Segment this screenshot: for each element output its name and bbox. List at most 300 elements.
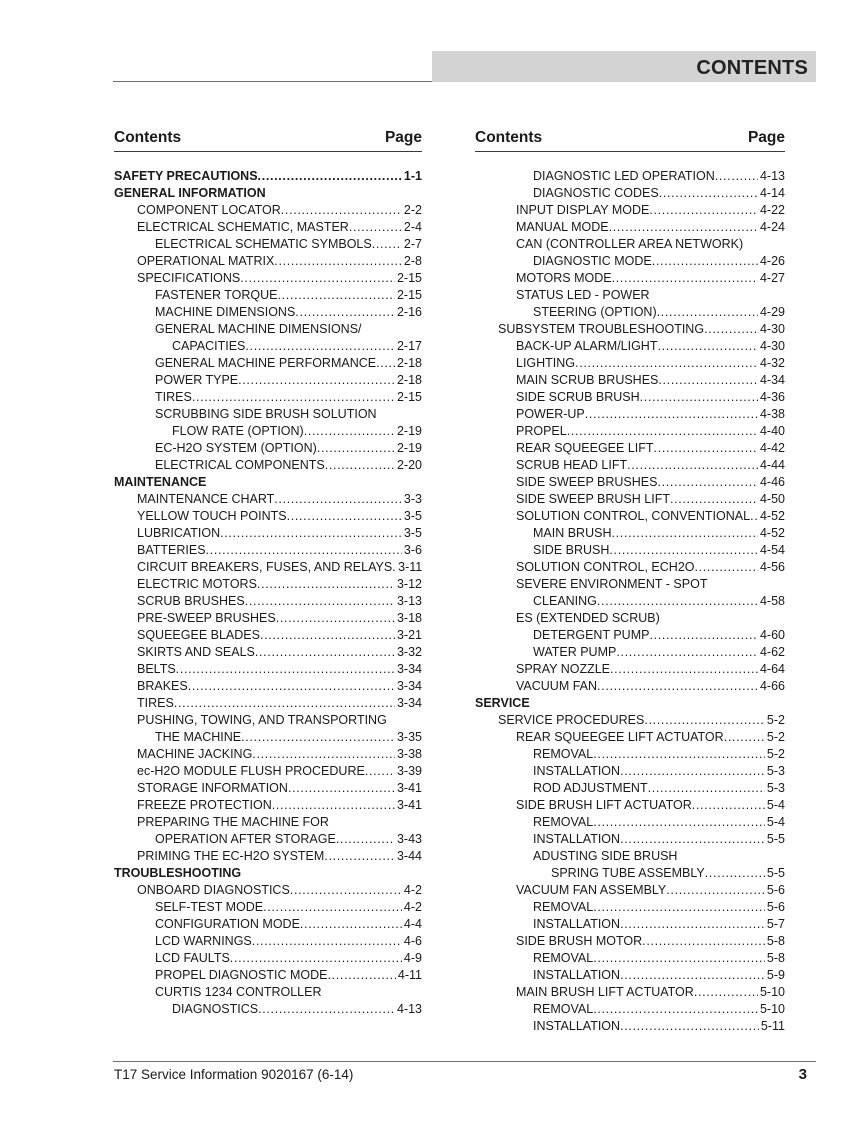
toc-entry bbox=[475, 1018, 785, 1035]
toc-entry bbox=[475, 882, 785, 899]
toc-dot-leader bbox=[666, 882, 765, 899]
toc-entry-title: LUBRICATION bbox=[137, 526, 221, 540]
toc-entry-page: 2-18 bbox=[396, 356, 422, 370]
toc-entry-page: 3-5 bbox=[403, 509, 422, 523]
toc-entry-title: INPUT DISPLAY MODE bbox=[516, 203, 650, 217]
toc-entry bbox=[114, 916, 422, 933]
toc-entry-title: MANUAL MODE bbox=[516, 220, 609, 234]
toc-entry-page: 4-4 bbox=[403, 917, 422, 931]
toc-dot-leader bbox=[192, 389, 395, 406]
toc-dot-leader bbox=[620, 831, 765, 848]
toc-entry-page: 3-5 bbox=[403, 526, 422, 540]
toc-entry-title: BRAKES bbox=[137, 679, 188, 693]
toc-entry-title: DIAGNOSTIC MODE bbox=[533, 254, 652, 268]
toc-dot-leader bbox=[188, 678, 395, 695]
toc-entry-title: SCRUB BRUSHES bbox=[137, 594, 245, 608]
toc-dot-leader bbox=[327, 967, 395, 984]
toc-entry-title: SPRAY NOZZLE bbox=[516, 662, 611, 676]
toc-entry-page: 5-8 bbox=[766, 951, 785, 965]
toc-entry bbox=[114, 848, 422, 865]
toc-entry-title: SIDE BRUSH MOTOR bbox=[516, 934, 643, 948]
toc-dot-leader bbox=[611, 525, 757, 542]
toc-entry-title: PRE-SWEEP BRUSHES bbox=[137, 611, 276, 625]
toc-entry-page: 4-58 bbox=[759, 594, 785, 608]
toc-entry bbox=[475, 168, 785, 185]
toc-entry-page: 3-12 bbox=[396, 577, 422, 591]
toc-dot-leader bbox=[620, 1018, 759, 1035]
toc-entry-page: 3-41 bbox=[396, 798, 422, 812]
toc-entry bbox=[114, 831, 422, 848]
toc-entry-title: STORAGE INFORMATION bbox=[137, 781, 288, 795]
footer-document-info: T17 Service Information 9020167 (6-14) bbox=[114, 1067, 354, 1082]
toc-dot-leader bbox=[260, 627, 395, 644]
header-bar bbox=[432, 51, 816, 82]
toc-entry-page: 4-54 bbox=[759, 543, 785, 557]
toc-entry bbox=[475, 746, 785, 763]
toc-dot-leader bbox=[276, 610, 395, 627]
toc-entry-title: VACUUM FAN ASSEMBLY bbox=[516, 883, 667, 897]
toc-entry bbox=[114, 610, 422, 627]
toc-entry-title: BELTS bbox=[137, 662, 176, 676]
toc-entry-title: REMOVAL bbox=[533, 747, 594, 761]
toc-entry-page: 5-4 bbox=[766, 815, 785, 829]
toc-entry bbox=[114, 661, 422, 678]
toc-dot-leader bbox=[695, 559, 758, 576]
toc-dot-leader bbox=[230, 950, 402, 967]
column-heading bbox=[114, 128, 422, 147]
toc-entry-page: 2-17 bbox=[396, 339, 422, 353]
toc-dot-leader bbox=[176, 661, 395, 678]
toc-entry bbox=[114, 372, 422, 389]
toc-entry bbox=[114, 440, 422, 457]
toc-dot-leader bbox=[657, 474, 757, 491]
toc-entry-title: BATTERIES bbox=[137, 543, 206, 557]
toc-entry bbox=[114, 882, 422, 899]
toc-entry-title: ADUSTING SIDE BRUSH bbox=[533, 849, 678, 863]
column-heading-page: Page bbox=[747, 129, 785, 146]
toc-entry bbox=[114, 899, 422, 916]
toc-dot-leader bbox=[612, 270, 758, 287]
toc-entry bbox=[114, 763, 422, 780]
toc-dot-leader bbox=[649, 627, 758, 644]
toc-entry-page: 5-3 bbox=[766, 764, 785, 778]
toc-entry-page: 4-34 bbox=[759, 373, 785, 387]
toc-entry-page: 2-2 bbox=[403, 203, 422, 217]
toc-entry-page: 5-6 bbox=[766, 883, 785, 897]
toc-dot-leader bbox=[324, 848, 395, 865]
toc-entry-page: 4-29 bbox=[759, 305, 785, 319]
toc-entry-title: REMOVAL bbox=[533, 900, 594, 914]
toc-section-heading bbox=[475, 610, 785, 627]
toc-dot-leader bbox=[670, 491, 758, 508]
toc-dot-leader bbox=[640, 389, 758, 406]
toc-entry-page: 3-18 bbox=[396, 611, 422, 625]
toc-dot-leader bbox=[317, 440, 395, 457]
toc-entry-page: 4-56 bbox=[759, 560, 785, 574]
toc-entry bbox=[114, 508, 422, 525]
toc-entry bbox=[475, 797, 785, 814]
toc-entry bbox=[475, 984, 785, 1001]
toc-dot-leader bbox=[654, 440, 758, 457]
toc-dot-leader bbox=[609, 542, 758, 559]
toc-entry-page: 4-13 bbox=[396, 1002, 422, 1016]
toc-entry-page: 3-6 bbox=[403, 543, 422, 557]
toc-entry-title: CLEANING bbox=[533, 594, 597, 608]
toc-dot-leader bbox=[609, 219, 758, 236]
toc-entry bbox=[114, 389, 422, 406]
toc-entry bbox=[114, 644, 422, 661]
toc-entry-title: MAIN SCRUB BRUSHES bbox=[516, 373, 659, 387]
toc-dot-leader bbox=[642, 933, 765, 950]
toc-entry bbox=[114, 1001, 422, 1018]
toc-entry-page: 4-2 bbox=[403, 883, 422, 897]
toc-entry-title: SIDE SWEEP BRUSHES bbox=[516, 475, 658, 489]
toc-entry-title: INSTALLATION bbox=[533, 1019, 621, 1033]
toc-entry-title: ROD ADJUSTMENT bbox=[533, 781, 648, 795]
toc-dot-leader bbox=[258, 168, 402, 185]
toc-entry-title: MACHINE JACKING bbox=[137, 747, 253, 761]
toc-entry bbox=[475, 678, 785, 695]
toc-entry-title: TIRES bbox=[155, 390, 192, 404]
column-heading-rule bbox=[114, 151, 422, 152]
toc-dot-leader bbox=[349, 219, 402, 236]
toc-dot-leader bbox=[658, 372, 758, 389]
toc-entry-title: SOLUTION CONTROL, ECH2O bbox=[516, 560, 695, 574]
toc-entry-page: 2-18 bbox=[396, 373, 422, 387]
toc-entry-title: ELECTRICAL SCHEMATIC, MASTER bbox=[137, 220, 349, 234]
toc-entry bbox=[475, 831, 785, 848]
toc-dot-leader bbox=[575, 355, 758, 372]
toc-entry-title: LIGHTING bbox=[516, 356, 576, 370]
toc-entry-title: MAIN BRUSH LIFT ACTUATOR bbox=[516, 985, 694, 999]
toc-dot-leader bbox=[220, 525, 402, 542]
toc-entry bbox=[114, 678, 422, 695]
toc-entry-title: SIDE SWEEP BRUSH LIFT bbox=[516, 492, 670, 506]
toc-entry bbox=[114, 355, 422, 372]
toc-entry-page: 4-6 bbox=[403, 934, 422, 948]
toc-entry-title: ELECTRICAL COMPONENTS bbox=[155, 458, 325, 472]
toc-entry-page: 3-35 bbox=[396, 730, 422, 744]
toc-entry-title: SAFETY PRECAUTIONS bbox=[114, 169, 258, 183]
toc-entry-page: 5-11 bbox=[760, 1019, 785, 1033]
column-heading-rule bbox=[475, 151, 785, 152]
toc-entry bbox=[475, 933, 785, 950]
toc-entry-title: INSTALLATION bbox=[533, 917, 621, 931]
toc-entry-page: 4-64 bbox=[759, 662, 785, 676]
toc-entry-title: OPERATIONAL MATRIX bbox=[137, 254, 275, 268]
footer-rule bbox=[113, 1061, 816, 1062]
toc-dot-leader bbox=[300, 916, 402, 933]
toc-entry-page: 4-24 bbox=[759, 220, 785, 234]
toc-entry bbox=[475, 321, 785, 338]
toc-entry-page: 2-19 bbox=[396, 441, 422, 455]
toc-entry-page: 3-32 bbox=[396, 645, 422, 659]
column-heading-contents: Contents bbox=[114, 129, 182, 146]
toc-entry-title: ELECTRIC MOTORS bbox=[137, 577, 257, 591]
toc-entry bbox=[475, 270, 785, 287]
toc-entry-page: 3-43 bbox=[396, 832, 422, 846]
toc-dot-leader bbox=[372, 236, 402, 253]
footer-page-number: 3 bbox=[798, 1066, 807, 1083]
toc-entry bbox=[475, 406, 785, 423]
toc-entry-page: 4-60 bbox=[759, 628, 785, 642]
column-heading-page: Page bbox=[384, 129, 422, 146]
toc-entry-title: PREPARING THE MACHINE FOR bbox=[137, 815, 329, 829]
toc-entry-page: 4-14 bbox=[759, 186, 785, 200]
toc-entry-title: INSTALLATION bbox=[533, 968, 621, 982]
toc-entry bbox=[114, 559, 422, 576]
toc-entry-page: 4-22 bbox=[759, 203, 785, 217]
toc-entry-title: SIDE SCRUB BRUSH bbox=[516, 390, 640, 404]
toc-dot-leader bbox=[593, 746, 765, 763]
toc-entry bbox=[114, 253, 422, 270]
toc-entry bbox=[475, 644, 785, 661]
toc-dot-leader bbox=[593, 899, 765, 916]
toc-dot-leader bbox=[288, 780, 395, 797]
toc-entry bbox=[114, 270, 422, 287]
toc-dot-leader bbox=[274, 253, 402, 270]
toc-entry bbox=[114, 338, 422, 355]
toc-section-heading bbox=[114, 185, 422, 202]
toc-entry-title: POWER TYPE bbox=[155, 373, 239, 387]
toc-entry-page: 4-30 bbox=[759, 322, 785, 336]
toc-dot-leader bbox=[241, 729, 395, 746]
toc-entry-title: SELF-TEST MODE bbox=[155, 900, 264, 914]
toc-dot-leader bbox=[750, 508, 758, 525]
toc-entry-title: SCRUBBING SIDE BRUSH SOLUTION bbox=[155, 407, 377, 421]
toc-entry-title: SUBSYSTEM TROUBLESHOOTING bbox=[498, 322, 705, 336]
toc-entry-page: 2-20 bbox=[396, 458, 422, 472]
toc-entry-title: FLOW RATE (OPTION) bbox=[172, 424, 304, 438]
toc-dot-leader bbox=[593, 814, 765, 831]
toc-entry-title: TROUBLESHOOTING bbox=[114, 866, 242, 880]
toc-entry-page: 5-5 bbox=[766, 866, 785, 880]
toc-entry bbox=[114, 202, 422, 219]
toc-entry-page: 4-11 bbox=[397, 968, 422, 982]
toc-dot-leader bbox=[295, 304, 395, 321]
toc-entry bbox=[475, 253, 785, 270]
toc-entry bbox=[114, 457, 422, 474]
toc-entry-title: GENERAL MACHINE DIMENSIONS/ bbox=[155, 322, 362, 336]
toc-entry bbox=[114, 423, 422, 440]
toc-entry-title: SOLUTION CONTROL, CONVENTIONAL bbox=[516, 509, 751, 523]
toc-entry-title: PUSHING, TOWING, AND TRANSPORTING bbox=[137, 713, 387, 727]
toc-dot-leader bbox=[252, 746, 395, 763]
toc-entry bbox=[475, 423, 785, 440]
toc-entry-page: 5-10 bbox=[759, 1002, 785, 1016]
toc-entry bbox=[475, 219, 785, 236]
toc-entry-page: 5-3 bbox=[766, 781, 785, 795]
toc-entry-title: CAN (CONTROLLER AREA NETWORK) bbox=[516, 237, 744, 251]
toc-entry bbox=[114, 593, 422, 610]
toc-entry bbox=[114, 219, 422, 236]
toc-entry-title: BACK-UP ALARM/LIGHT bbox=[516, 339, 658, 353]
toc-entry bbox=[114, 729, 422, 746]
toc-dot-leader bbox=[376, 355, 395, 372]
toc-entry-page: 5-9 bbox=[766, 968, 785, 982]
toc-entry-page: 4-46 bbox=[759, 475, 785, 489]
toc-entry bbox=[114, 933, 422, 950]
toc-entry-page: 5-5 bbox=[766, 832, 785, 846]
toc-entry-title: EC-H2O SYSTEM (OPTION) bbox=[155, 441, 317, 455]
toc-entry-title: SQUEEGEE BLADES bbox=[137, 628, 260, 642]
toc-entry-page: 2-4 bbox=[403, 220, 422, 234]
toc-dot-leader bbox=[245, 593, 395, 610]
toc-entry bbox=[475, 627, 785, 644]
toc-entry-page: 4-66 bbox=[759, 679, 785, 693]
toc-entry-page: 5-10 bbox=[759, 985, 785, 999]
toc-entry bbox=[475, 763, 785, 780]
toc-dot-leader bbox=[585, 406, 758, 423]
toc-entry-title: MAIN BRUSH bbox=[533, 526, 612, 540]
toc-dot-leader bbox=[657, 338, 757, 355]
toc-entry-page: 4-62 bbox=[759, 645, 785, 659]
toc-dot-leader bbox=[704, 321, 758, 338]
toc-dot-leader bbox=[593, 950, 765, 967]
toc-section-heading bbox=[475, 695, 785, 712]
toc-entry-title: MACHINE DIMENSIONS bbox=[155, 305, 296, 319]
toc-entry-page: 2-8 bbox=[403, 254, 422, 268]
toc-entry-title: CONFIGURATION MODE bbox=[155, 917, 300, 931]
toc-dot-leader bbox=[610, 661, 758, 678]
toc-entry-title: POWER-UP bbox=[516, 407, 585, 421]
toc-entry bbox=[475, 593, 785, 610]
toc-entry bbox=[475, 457, 785, 474]
toc-entry-title: INSTALLATION bbox=[533, 832, 621, 846]
toc-dot-leader bbox=[206, 542, 402, 559]
toc-section-heading bbox=[114, 865, 422, 882]
toc-entry-page: 1-1 bbox=[403, 169, 422, 183]
toc-entry-page: 4-50 bbox=[759, 492, 785, 506]
toc-entry-page: 5-7 bbox=[766, 917, 785, 931]
toc-entry-page: 4-2 bbox=[403, 900, 422, 914]
toc-dot-leader bbox=[240, 270, 395, 287]
toc-entry-title: DIAGNOSTICS bbox=[172, 1002, 259, 1016]
toc-dot-leader bbox=[287, 508, 402, 525]
toc-entry-title: FASTENER TORQUE bbox=[155, 288, 278, 302]
toc-entry-title: LCD FAULTS bbox=[155, 951, 230, 965]
toc-section-heading bbox=[114, 406, 422, 423]
toc-dot-leader bbox=[644, 712, 765, 729]
toc-entry bbox=[475, 491, 785, 508]
toc-entry bbox=[114, 236, 422, 253]
toc-entry bbox=[475, 355, 785, 372]
toc-entry-title: REMOVAL bbox=[533, 1002, 594, 1016]
toc-entry bbox=[475, 661, 785, 678]
toc-entry bbox=[475, 542, 785, 559]
toc-dot-leader bbox=[620, 916, 765, 933]
toc-entry-page: 4-27 bbox=[759, 271, 785, 285]
toc-entry-title: REAR SQUEEGEE LIFT ACTUATOR bbox=[516, 730, 724, 744]
toc-entry-title: DETERGENT PUMP bbox=[533, 628, 650, 642]
toc-entry-title: MAINTENANCE bbox=[114, 475, 207, 489]
toc-entry-title: PROPEL DIAGNOSTIC MODE bbox=[155, 968, 328, 982]
toc-entry-page: 4-52 bbox=[759, 509, 785, 523]
toc-section-heading bbox=[114, 321, 422, 338]
toc-dot-leader bbox=[597, 678, 758, 695]
toc-dot-leader bbox=[336, 831, 395, 848]
toc-entry bbox=[114, 542, 422, 559]
toc-entry-page: 4-13 bbox=[759, 169, 785, 183]
toc-dot-leader bbox=[620, 763, 765, 780]
toc-entry-page: 4-44 bbox=[759, 458, 785, 472]
toc-entry-title: SEVERE ENVIRONMENT - SPOT bbox=[516, 577, 708, 591]
toc-entry-title: LCD WARNINGS bbox=[155, 934, 252, 948]
toc-entry bbox=[475, 185, 785, 202]
toc-entry-title: STATUS LED - POWER bbox=[516, 288, 650, 302]
toc-entry-page: 4-52 bbox=[759, 526, 785, 540]
toc-entry-title: MOTORS MODE bbox=[516, 271, 612, 285]
toc-entry-title: TIRES bbox=[137, 696, 174, 710]
toc-entry-page: 4-38 bbox=[759, 407, 785, 421]
toc-dot-leader bbox=[304, 423, 395, 440]
toc-entry bbox=[475, 712, 785, 729]
toc-section-heading bbox=[475, 848, 785, 865]
toc-entry-page: 4-9 bbox=[403, 951, 422, 965]
toc-dot-leader bbox=[659, 185, 758, 202]
toc-entry-title: PROPEL bbox=[516, 424, 567, 438]
toc-entry bbox=[475, 508, 785, 525]
toc-entry-title: ec-H2O MODULE FLUSH PROCEDURE bbox=[137, 764, 365, 778]
toc-entry-title: CIRCUIT BREAKERS, FUSES, AND RELAYS bbox=[137, 560, 393, 574]
toc-dot-leader bbox=[238, 372, 395, 389]
toc-entry-page: 2-15 bbox=[396, 390, 422, 404]
toc-entry-page: 3-13 bbox=[396, 594, 422, 608]
toc-dot-leader bbox=[597, 593, 758, 610]
toc-dot-leader bbox=[705, 865, 765, 882]
toc-entry bbox=[114, 491, 422, 508]
toc-entry-page: 2-15 bbox=[396, 271, 422, 285]
toc-entry-page: 4-30 bbox=[759, 339, 785, 353]
toc-entry-page: 5-2 bbox=[766, 730, 785, 744]
toc-dot-leader bbox=[724, 729, 765, 746]
toc-entry-title: WATER PUMP bbox=[533, 645, 617, 659]
toc-entry bbox=[475, 440, 785, 457]
toc-entry-page: 4-26 bbox=[759, 254, 785, 268]
toc-entry bbox=[114, 967, 422, 984]
toc-entry bbox=[475, 389, 785, 406]
toc-section-heading bbox=[114, 474, 422, 491]
toc-entry bbox=[114, 950, 422, 967]
toc-dot-leader bbox=[257, 576, 395, 593]
toc-dot-leader bbox=[255, 644, 395, 661]
toc-entry-title: PRIMING THE EC-H2O SYSTEM bbox=[137, 849, 325, 863]
toc-entry-page: 4-40 bbox=[759, 424, 785, 438]
toc-entry-page: 2-15 bbox=[396, 288, 422, 302]
toc-dot-leader bbox=[258, 1001, 395, 1018]
toc-entry-page: 4-36 bbox=[759, 390, 785, 404]
toc-dot-leader bbox=[365, 763, 395, 780]
toc-entry-title: STEERING (OPTION) bbox=[533, 305, 657, 319]
toc-entry-page: 4-42 bbox=[759, 441, 785, 455]
toc-dot-leader bbox=[692, 797, 765, 814]
toc-dot-leader bbox=[281, 202, 402, 219]
toc-dot-leader bbox=[277, 287, 394, 304]
toc-entry bbox=[475, 202, 785, 219]
toc-entry-page: 5-2 bbox=[766, 713, 785, 727]
toc-entry-page: 3-34 bbox=[396, 679, 422, 693]
toc-section-heading bbox=[114, 984, 422, 1001]
toc-entry bbox=[114, 746, 422, 763]
toc-entry-page: 5-4 bbox=[766, 798, 785, 812]
toc-entry-title: REMOVAL bbox=[533, 815, 594, 829]
toc-section-heading bbox=[475, 287, 785, 304]
toc-dot-leader bbox=[263, 899, 402, 916]
toc-dot-leader bbox=[290, 882, 402, 899]
toc-dot-leader bbox=[174, 695, 395, 712]
column-heading-contents: Contents bbox=[475, 129, 543, 146]
toc-entry-title: SIDE BRUSH LIFT ACTUATOR bbox=[516, 798, 692, 812]
